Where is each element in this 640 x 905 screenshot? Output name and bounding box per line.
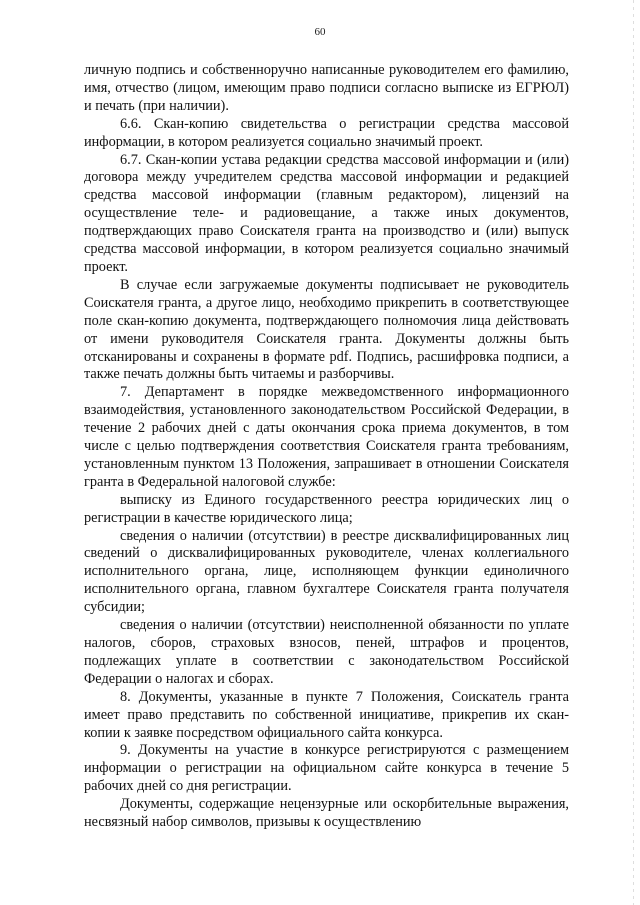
paragraph-9: 9. Документы на участие в конкурсе регистрируются с размещением информации о регистрации на официальном сайте конкурса в течение 5 рабочих дней со дня регистрации. [84,742,569,795]
scan-edge [633,0,634,905]
page-number: 60 [314,26,326,38]
paragraph-continuation: личную подпись и собственноручно написанные руководителем его фамилию, имя, отчество (лицом, имеющим право подписи согласно выписке из ЕГРЮЛ) и печать (при наличии). [84,62,569,114]
paragraph-signatory-note: В случае если загружаемые документы подписывает не руководитель Соискателя гранта, а другое лицо, необходимо прикрепить в соответствующее поле скан-копию документа, подтверждающего полномочия лица действовать от имени руководителя Соискателя гранта. Документы должны быть отсканированы и сохранены в формате pdf. Подпись, расшифровка подписи, а также печать должны быть читаемы и разборчивы. [84,276,569,383]
paragraph-disqualified-registry: сведения о наличии (отсутствии) в реестре дисквалифицированных лиц сведений о дисквалифицированных руководителе, членах коллегиального исполнительного органа, лице, исполняющем функции единоличного исполнительного органа, главном бухгалтере Соискателя гранта получателя субсидии; [84,527,569,616]
paragraph-6-6: 6.6. Скан-копию свидетельства о регистрации средства массовой информации, в котором реализуется социально значимый проект. [84,115,569,150]
paragraph-6-7: 6.7. Скан-копии устава редакции средства массовой информации и (или) договора между учредителем средства массовой информации и редакцией средства массовой информации (главным редактором), лицензий на осуществление теле- и радиовещание, а также иных документов, подтверждающих право Соискателя гранта на производство и (или) выпуск средства массовой информации, в котором реализуется социально значимый проект. [84,151,569,275]
paragraph-prohibited-content: Документы, содержащие нецензурные или оскорбительные выражения, несвязный набор символов, призывы к осуществлению [84,796,569,831]
paragraph-egrul-extract: выписку из Единого государственного реестра юридических лиц о регистрации в качестве юридического лица; [84,491,569,526]
document-body [84,62,569,832]
paragraph-7: 7. Департамент в порядке межведомственного информационного взаимодействия, установленного законодательством Российской Федерации, в течение 2 рабочих дней с даты окончания срока приема документов, в том числе с целью подтверждения соответствия Соискателя гранта требованиям, установленным пунктом 13 Положения, запрашивает в отношении Соискателя гранта в Федеральной налоговой службе: [84,384,569,490]
paragraph-tax-obligations: сведения о наличии (отсутствии) неисполненной обязанности по уплате налогов, сборов, страховых взносов, пеней, штрафов и процентов, подлежащих уплате в соответствии с законодательством Российской Федерации о налогах и сборах. [84,617,569,687]
paragraph-8: 8. Документы, указанные в пункте 7 Положения, Соискатель гранта имеет право представить по собственной инициативе, прикрепив их скан-копии к заявке посредством официального сайта конкурса. [84,688,569,741]
